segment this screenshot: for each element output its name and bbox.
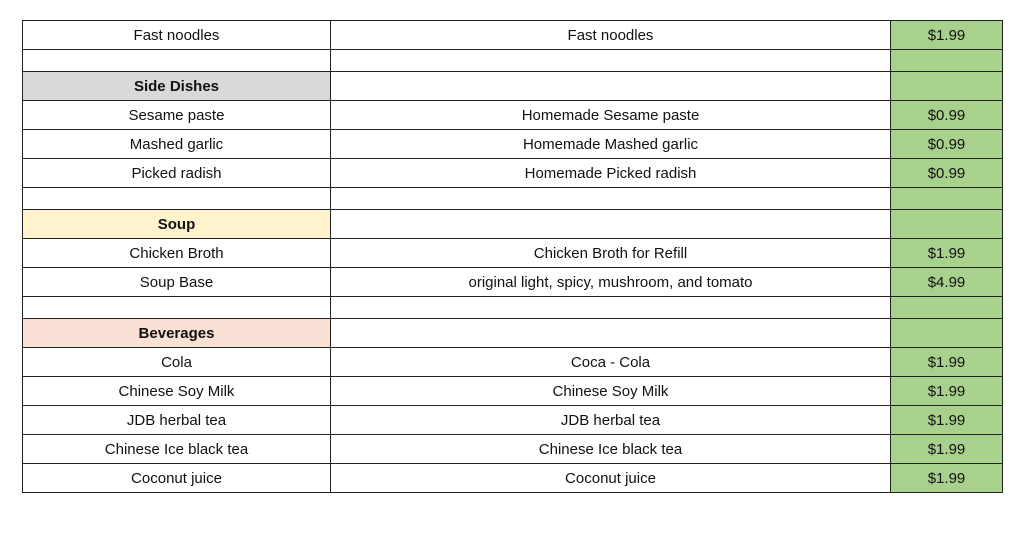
table-row [23, 377, 1003, 406]
table-row [23, 130, 1003, 159]
empty-price-cell [891, 297, 1003, 319]
item-price: $1.99 [891, 435, 1003, 464]
empty-cell [331, 297, 891, 319]
item-price: $0.99 [891, 101, 1003, 130]
empty-cell [331, 319, 891, 348]
item-price: $0.99 [891, 130, 1003, 159]
table-row [23, 239, 1003, 268]
empty-price-cell [891, 50, 1003, 72]
empty-price-cell [891, 188, 1003, 210]
empty-cell [331, 72, 891, 101]
item-description: Chicken Broth for Refill [331, 239, 891, 268]
item-description: Fast noodles [331, 21, 891, 50]
section-title-beverages: Beverages [23, 319, 331, 348]
item-description: JDB herbal tea [331, 406, 891, 435]
empty-cell [23, 297, 331, 319]
item-description: Homemade Sesame paste [331, 101, 891, 130]
item-name: Picked radish [23, 159, 331, 188]
table-row [23, 464, 1003, 493]
spacer-row [23, 50, 1003, 72]
item-name: Chicken Broth [23, 239, 331, 268]
section-title-side-dishes: Side Dishes [23, 72, 331, 101]
section-title-soup: Soup [23, 210, 331, 239]
empty-price-cell [891, 210, 1003, 239]
item-name: Fast noodles [23, 21, 331, 50]
empty-price-cell [891, 72, 1003, 101]
empty-price-cell [891, 319, 1003, 348]
item-price: $1.99 [891, 21, 1003, 50]
item-price: $0.99 [891, 159, 1003, 188]
item-description: Chinese Soy Milk [331, 377, 891, 406]
item-name: Sesame paste [23, 101, 331, 130]
item-description: Coca - Cola [331, 348, 891, 377]
item-price: $1.99 [891, 348, 1003, 377]
section-header-row [23, 72, 1003, 101]
empty-cell [331, 188, 891, 210]
item-price: $4.99 [891, 268, 1003, 297]
empty-cell [331, 210, 891, 239]
item-name: Chinese Ice black tea [23, 435, 331, 464]
item-description: original light, spicy, mushroom, and tomato [331, 268, 891, 297]
empty-cell [23, 188, 331, 210]
spacer-row [23, 297, 1003, 319]
table-row [23, 348, 1003, 377]
section-header-row [23, 210, 1003, 239]
table-row [23, 159, 1003, 188]
item-name: Coconut juice [23, 464, 331, 493]
item-price: $1.99 [891, 406, 1003, 435]
item-description: Homemade Mashed garlic [331, 130, 891, 159]
item-price: $1.99 [891, 377, 1003, 406]
section-header-row [23, 319, 1003, 348]
item-description: Coconut juice [331, 464, 891, 493]
table-row [23, 406, 1003, 435]
spacer-row [23, 188, 1003, 210]
item-description: Chinese Ice black tea [331, 435, 891, 464]
item-price: $1.99 [891, 239, 1003, 268]
empty-cell [331, 50, 891, 72]
table-row [23, 21, 1003, 50]
empty-cell [23, 50, 331, 72]
table-row [23, 435, 1003, 464]
table-row [23, 268, 1003, 297]
item-name: Chinese Soy Milk [23, 377, 331, 406]
item-name: Soup Base [23, 268, 331, 297]
menu-table [22, 20, 1003, 493]
item-name: Cola [23, 348, 331, 377]
item-name: Mashed garlic [23, 130, 331, 159]
item-name: JDB herbal tea [23, 406, 331, 435]
item-price: $1.99 [891, 464, 1003, 493]
item-description: Homemade Picked radish [331, 159, 891, 188]
table-row [23, 101, 1003, 130]
